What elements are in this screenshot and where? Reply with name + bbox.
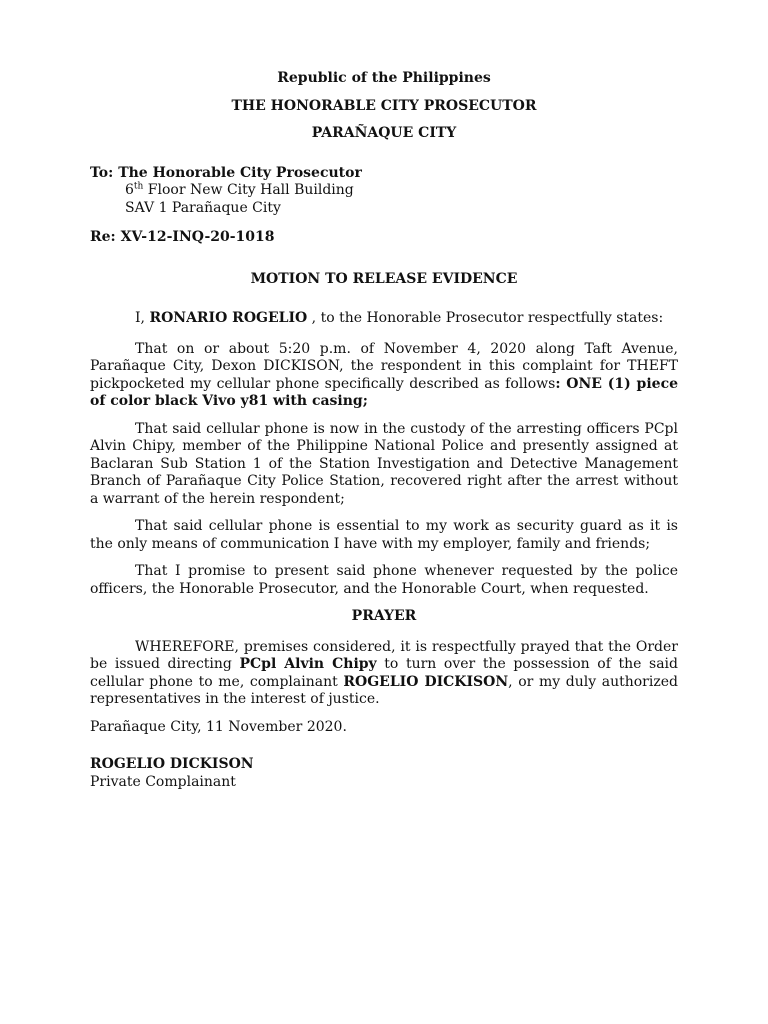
date-line: Parañaque City, 11 November 2020. <box>90 718 347 735</box>
floor-superscript: th <box>133 181 144 192</box>
prayer-paragraph <box>90 639 678 709</box>
prayer-part2: to turn over the possession of the said cellular phone to me, complainant <box>90 656 678 690</box>
paragraph-2: That said cellular phone is now in the custody of the arresting officers PCpl Alvin Chipy, member of the Philippine National Police and presently assigned at Baclaran Sub Station 1 of the Station Investigation and Detective Management Branch of Parañaque City Police Station, recovered right after the arrest without a warrant of the herein respondent; <box>90 420 678 507</box>
intro-paragraph <box>90 310 678 328</box>
prayer-part3: , or my duly authorized representatives in the interest of justice. <box>90 673 678 707</box>
motion-title: MOTION TO RELEASE EVIDENCE <box>250 270 518 287</box>
addressee-block <box>90 165 678 218</box>
paragraph-1 <box>90 341 678 411</box>
signature-title: Private Complainant <box>90 773 236 790</box>
header-republic: Republic of the Philippines <box>277 70 491 86</box>
reference-line: Re: XV-12-INQ-20-1018 <box>90 229 275 245</box>
header-city: PARAÑAQUE CITY <box>311 125 457 141</box>
prayer-part1: WHEREFORE, premises considered, it is respectfully prayed that the Order be issued directing <box>90 638 678 672</box>
paragraph-1-text: That on or about 5:20 p.m. of November 4, 2020 along Taft Avenue, Parañaque City, Dexon DICKISON, the respondent in this complaint for THEFT pickpocketed my cellular phone specifically described as follows <box>90 340 678 392</box>
intro-rest: , to the Honorable Prosecutor respectfully states: <box>307 310 664 326</box>
addressee-address-line2: SAV 1 Parañaque City <box>125 199 281 216</box>
addressee-to-line: To: The Honorable City Prosecutor <box>90 164 362 181</box>
prayer-officer: PCpl Alvin Chipy <box>239 656 377 672</box>
floor-rest: Floor New City Hall Building <box>143 182 354 198</box>
paragraph-3: That said cellular phone is essential to my work as security guard as it is the only means of communication I have with my employer, family and friends; <box>90 518 678 552</box>
prayer-complainant: ROGELIO DICKISON <box>343 673 509 690</box>
intro-prefix: I, <box>135 310 150 326</box>
floor-number: 6 <box>125 182 134 198</box>
header-office: THE HONORABLE CITY PROSECUTOR <box>231 97 537 114</box>
document-page <box>90 70 678 791</box>
intro-name: RONARIO ROGELIO <box>149 310 308 326</box>
prayer-title: PRAYER <box>351 608 417 624</box>
paragraph-1-emphasis: : ONE (1) piece of color black Vivo y81 with casing; <box>90 375 678 409</box>
paragraph-4: That I promise to present said phone whenever requested by the police officers, the Honorable Prosecutor, and the Honorable Court, when requested. <box>90 563 678 597</box>
signature-name: ROGELIO DICKISON <box>90 756 254 772</box>
addressee-address-line1 <box>90 182 678 200</box>
